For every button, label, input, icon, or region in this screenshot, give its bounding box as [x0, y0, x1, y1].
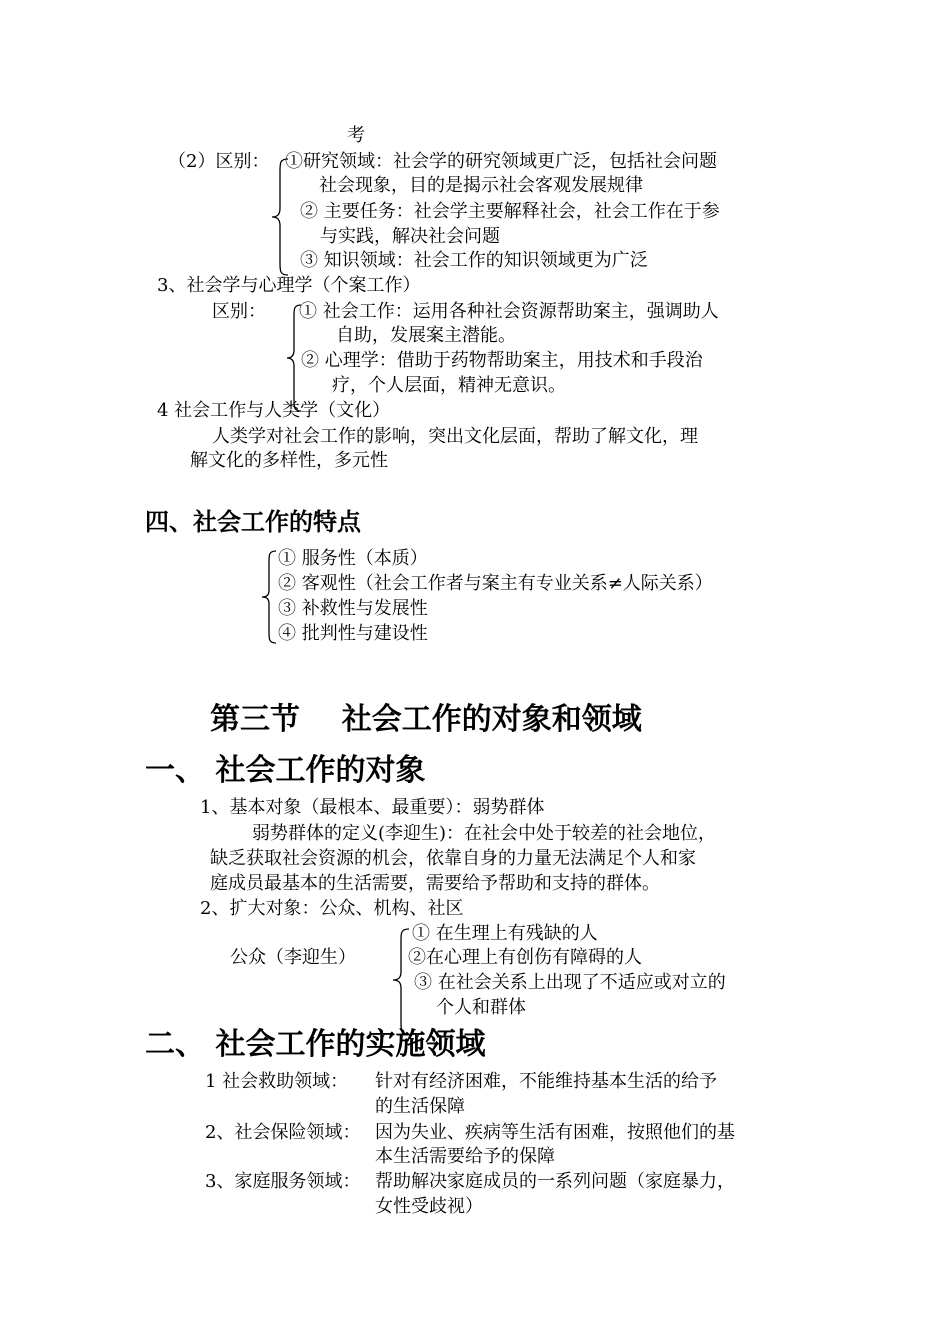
field-1-line1: 针对有经济困难，不能维持基本生活的给予	[375, 1071, 717, 1092]
feature-item-1: ① 服务性（本质）	[278, 548, 428, 569]
field-3-line2: 女性受歧视）	[375, 1196, 483, 1217]
feature-item-2: ② 客观性（社会工作者与案主有专业关系≠人际关系）	[278, 573, 713, 594]
objects-heading: 一、 社会工作的对象	[145, 753, 426, 788]
anthro-line2: 解文化的多样性，多元性	[190, 450, 388, 471]
definition-line1: 弱势群体的定义(李迎生)：在社会中处于较差的社会地位，	[252, 823, 717, 844]
psych-label: 区别：	[212, 301, 266, 322]
field-3-line1: 帮助解决家庭成员的一系列问题（家庭暴力，	[375, 1171, 735, 1192]
field-3-label: 3、家庭服务领域：	[205, 1171, 361, 1192]
features-heading: 四、社会工作的特点	[145, 507, 361, 536]
brace-left-icon	[258, 550, 278, 644]
brace-left-icon	[266, 158, 290, 276]
public-item-1: ① 在生理上有残缺的人	[412, 923, 598, 944]
psych-item-1-line2: 自助，发展案主潜能。	[336, 325, 516, 346]
field-1-label: 1 社会救助领域：	[205, 1071, 349, 1092]
brace-left-icon	[387, 928, 411, 1036]
psych-heading: 3、社会学与心理学（个案工作）	[157, 275, 421, 296]
field-2-label: 2、社会保险领域：	[205, 1122, 361, 1143]
basic-object: 1、基本对象（最根本、最重要）：弱势群体	[200, 797, 545, 818]
definition-line2: 缺乏获取社会资源的机会，依靠自身的力量无法满足个人和家	[210, 848, 696, 869]
psych-item-1-line1: ① 社会工作：运用各种社会资源帮助案主，强调助人	[299, 301, 719, 322]
qubie-item-3-line1: ③ 知识领域：社会工作的知识领域更为广泛	[300, 250, 648, 271]
qubie-item-2-line2: 与实践，解决社会问题	[320, 226, 500, 247]
fields-heading: 二、 社会工作的实施领域	[145, 1027, 486, 1062]
anthro-line1: 人类学对社会工作的影响，突出文化层面，帮助了解文化，理	[212, 426, 698, 447]
anthro-heading: 4 社会工作与人类学（文化）	[157, 400, 391, 421]
public-item-3-line2: 个人和群体	[436, 997, 526, 1018]
qubie-item-1-line1: ①研究领域：社会学的研究领域更广泛，包括社会问题	[285, 151, 717, 172]
section-title: 第三节 社会工作的对象和领域	[210, 702, 642, 737]
definition-line3: 庭成员最基本的生活需要，需要给予帮助和支持的群体。	[210, 873, 660, 894]
public-item-3-line1: ③ 在社会关系上出现了不适应或对立的	[414, 972, 726, 993]
qubie-item-2-line1: ② 主要任务：社会学主要解释社会，社会工作在于参	[300, 201, 720, 222]
feature-item-3: ③ 补救性与发展性	[278, 598, 428, 619]
public-item-2: ②在心理上有创伤有障碍的人	[408, 947, 642, 968]
qubie-label: （2）区别：	[168, 151, 270, 172]
feature-item-4: ④ 批判性与建设性	[278, 623, 428, 644]
field-2-line1: 因为失业、疾病等生活有困难，按照他们的基	[375, 1122, 735, 1143]
extended-object: 2、扩大对象：公众、机构、社区	[200, 898, 464, 919]
qubie-item-1-line2: 社会现象，目的是揭示社会客观发展规律	[319, 175, 643, 196]
public-label: 公众（李迎生）	[230, 947, 356, 968]
field-1-line2: 的生活保障	[375, 1096, 465, 1117]
psych-item-2-line1: ② 心理学：借助于药物帮助案主，用技术和手段治	[301, 350, 703, 371]
kao-char: 考	[347, 125, 365, 146]
psych-item-2-line2: 疗，个人层面，精神无意识。	[332, 375, 566, 396]
field-2-line2: 本生活需要给予的保障	[375, 1146, 555, 1167]
